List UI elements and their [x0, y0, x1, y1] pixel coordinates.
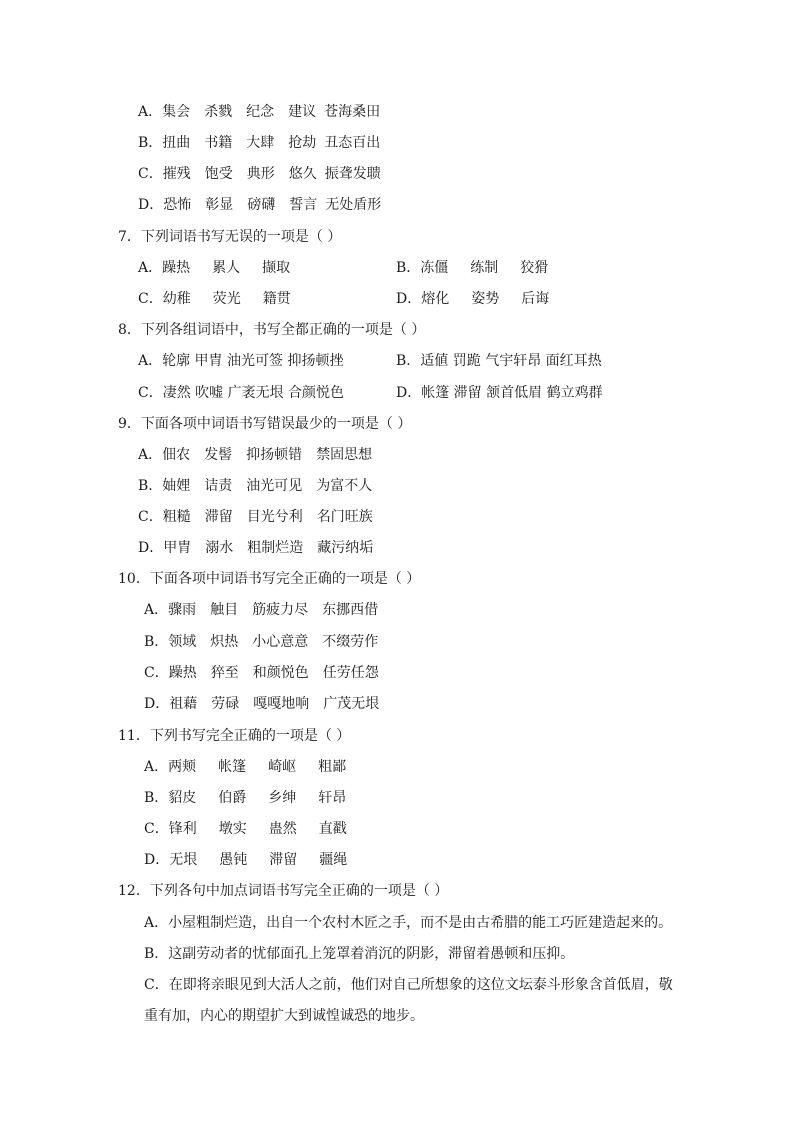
- q6-option-b: [138, 133, 380, 153]
- q10-c-word2: 和颜悦色: [252, 665, 309, 681]
- q6-b-label: B．扭曲: [138, 135, 191, 151]
- q10-option-c: [144, 663, 379, 683]
- q7-a-label: A．躁热: [138, 260, 191, 276]
- q11-c-word3: 直戳: [318, 821, 347, 837]
- q11-c-word1: 墩实: [218, 821, 247, 837]
- q9-a-word2: 抑扬顿错: [246, 447, 303, 463]
- q9-c-label: C．粗糙: [138, 509, 191, 525]
- q6-c-word3: 悠久: [288, 166, 317, 182]
- q11-option-c: [144, 819, 347, 839]
- q7-b-label: B．冻僵: [396, 260, 449, 276]
- q10-b-word3: 不缀劳作: [322, 634, 379, 650]
- q9-d-word1: 溺水: [205, 540, 234, 556]
- q6-option-a: [138, 102, 380, 122]
- q6-b-word2: 大肆: [246, 135, 275, 151]
- q7-c-word1: 荧光: [212, 291, 241, 307]
- q7-option-c: [138, 289, 291, 309]
- q7-option-a: [138, 258, 290, 278]
- q10-option-a: [144, 600, 378, 620]
- q10-d-label: D．祖藉: [144, 696, 198, 712]
- q10-d-word3: 广茂无垠: [323, 696, 380, 712]
- q11-d-word3: 疆绳: [319, 852, 348, 868]
- q9-a-word3: 禁固思想: [316, 447, 373, 463]
- q8-option-a: A．轮廓 甲胄 油光可签 抑扬顿挫: [138, 353, 344, 369]
- q8-option-d: D．帐篷 滞留 颔首低眉 鹤立鸡群: [396, 385, 603, 401]
- q9-option-d: [138, 538, 373, 558]
- q9-a-label: A．佃农: [138, 447, 191, 463]
- q6-option-c: [138, 164, 381, 184]
- q10-b-word2: 小心意意: [252, 634, 309, 650]
- q6-d-word1: 彰显: [205, 197, 234, 213]
- q6-a-word4: 苍海桑田: [324, 104, 381, 120]
- q10-option-d: [144, 694, 379, 714]
- q9-option-a: [138, 445, 372, 465]
- q6-d-label: D．恐怖: [138, 197, 192, 213]
- q11-option-b: [144, 788, 346, 808]
- q11-option-d: [144, 850, 347, 870]
- q7-b-word1: 练制: [470, 260, 499, 276]
- q7-option-d: [396, 289, 549, 309]
- q10-option-b: [144, 632, 378, 652]
- q10-c-label: C．躁热: [144, 665, 197, 681]
- q11-b-word2: 乡绅: [268, 790, 297, 806]
- q7-d-word2: 后诲: [521, 291, 550, 307]
- q10-a-word3: 东挪西借: [322, 602, 379, 618]
- q10-d-word1: 劳碌: [211, 696, 240, 712]
- q10-b-label: B．领域: [144, 634, 197, 650]
- q10-c-word1: 猝至: [210, 665, 239, 681]
- q9-d-label: D．甲胄: [138, 540, 192, 556]
- q11-b-word1: 伯爵: [218, 790, 247, 806]
- q10-a-word2: 筋疲力尽: [252, 602, 309, 618]
- q9-option-c: [138, 507, 373, 527]
- q12-stem: 12．下列各句中加点词语书写完全正确的一项是（ ）: [118, 883, 449, 899]
- q7-c-word2: 籍贯: [262, 291, 291, 307]
- q9-c-word2: 目光兮利: [246, 509, 303, 525]
- q6-a-word1: 杀戮: [204, 104, 233, 120]
- q9-c-word3: 名门旺族: [316, 509, 373, 525]
- q9-b-label: B．妯娌: [138, 478, 191, 494]
- q6-a-word3: 建议: [288, 104, 317, 120]
- q10-a-word1: 触目: [210, 602, 239, 618]
- q12-option-b: B．这副劳动者的忧郁面孔上笼罩着消沉的阴影，滞留着愚顿和压抑。: [144, 946, 575, 962]
- q6-c-word2: 典形: [246, 166, 275, 182]
- q10-d-word2: 嘎嘎地响: [253, 696, 310, 712]
- q6-a-label: A．集会: [138, 104, 191, 120]
- q10-b-word1: 炽热: [210, 634, 239, 650]
- q8-option-b: B．适値 罚跪 气宇轩昂 面红耳热: [396, 353, 602, 369]
- q10-a-label: A．骤雨: [144, 602, 197, 618]
- q6-c-word4: 振聋发聩: [324, 166, 381, 182]
- q11-stem: 11．下列书写完全正确的一项是（ ）: [118, 728, 351, 744]
- q12-option-a: A．小屋粗制烂造，出自一个农村木匠之手，而不是由古希腊的能工巧匠建造起来的。: [144, 915, 673, 931]
- q9-d-word2: 粗制烂造: [247, 540, 304, 556]
- q6-option-d: [138, 195, 381, 215]
- q10-stem: 10．下面各项中词语书写完全正确的一项是（ ）: [118, 571, 421, 587]
- q9-option-b: [138, 476, 372, 496]
- q11-a-word2: 崎岖: [268, 759, 297, 775]
- q8-stem: 8．下列各组词语中，书写全都正确的一项是（ ）: [118, 322, 426, 338]
- q6-c-label: C．摧残: [138, 166, 191, 182]
- q6-d-word2: 磅礴: [247, 197, 276, 213]
- q9-a-word1: 发髻: [204, 447, 233, 463]
- q11-d-word2: 滞留: [269, 852, 298, 868]
- q6-b-word4: 丑态百出: [324, 135, 381, 151]
- q9-b-word1: 诘责: [204, 478, 233, 494]
- q11-b-word3: 轩昂: [318, 790, 347, 806]
- q11-a-label: A．两颊: [144, 759, 197, 775]
- q11-option-a: [144, 757, 346, 777]
- q7-option-b: [396, 258, 548, 278]
- q11-d-label: D．无垠: [144, 852, 198, 868]
- q11-c-label: C．锋利: [144, 821, 197, 837]
- q8-option-c: C．凄然 吹嘘 广袤无垠 合颜悦色: [138, 385, 345, 401]
- q6-c-word1: 饱受: [204, 166, 233, 182]
- q7-b-word2: 狡猾: [520, 260, 549, 276]
- q6-b-word1: 书籍: [204, 135, 233, 151]
- q11-a-word1: 帐篷: [218, 759, 247, 775]
- q12-option-c-line2: 重有加，内心的期望扩大到诚惶诚恐的地步。: [144, 1008, 424, 1024]
- q7-stem: 7．下列词语书写无误的一项是（ ）: [118, 229, 342, 245]
- q12-option-c-line1: C．在即将亲眼见到大活人之前，他们对自己所想象的这位文坛泰斗形象含首低眉，敬: [144, 977, 673, 993]
- q11-a-word3: 粗鄙: [318, 759, 347, 775]
- q11-b-label: B．貂皮: [144, 790, 197, 806]
- q9-d-word3: 藏污纳垢: [317, 540, 374, 556]
- q10-c-word3: 任劳任怨: [322, 665, 379, 681]
- q6-a-word2: 纪念: [246, 104, 275, 120]
- q6-d-word4: 无处盾形: [325, 197, 382, 213]
- q9-stem: 9．下面各项中词语书写错误最少的一项是（ ）: [118, 416, 412, 432]
- q7-d-word1: 姿势: [471, 291, 500, 307]
- q9-b-word3: 为富不人: [316, 478, 373, 494]
- q7-c-label: C．幼稚: [138, 291, 191, 307]
- q6-d-word3: 誓言: [289, 197, 318, 213]
- q7-a-word2: 撷取: [262, 260, 291, 276]
- q11-d-word1: 愚钝: [219, 852, 248, 868]
- q7-d-label: D．熔化: [396, 291, 450, 307]
- q9-b-word2: 油光可见: [246, 478, 303, 494]
- q9-c-word1: 滞留: [204, 509, 233, 525]
- q11-c-word2: 蛊然: [268, 821, 297, 837]
- q7-a-word1: 累人: [212, 260, 241, 276]
- q6-b-word3: 抢劫: [288, 135, 317, 151]
